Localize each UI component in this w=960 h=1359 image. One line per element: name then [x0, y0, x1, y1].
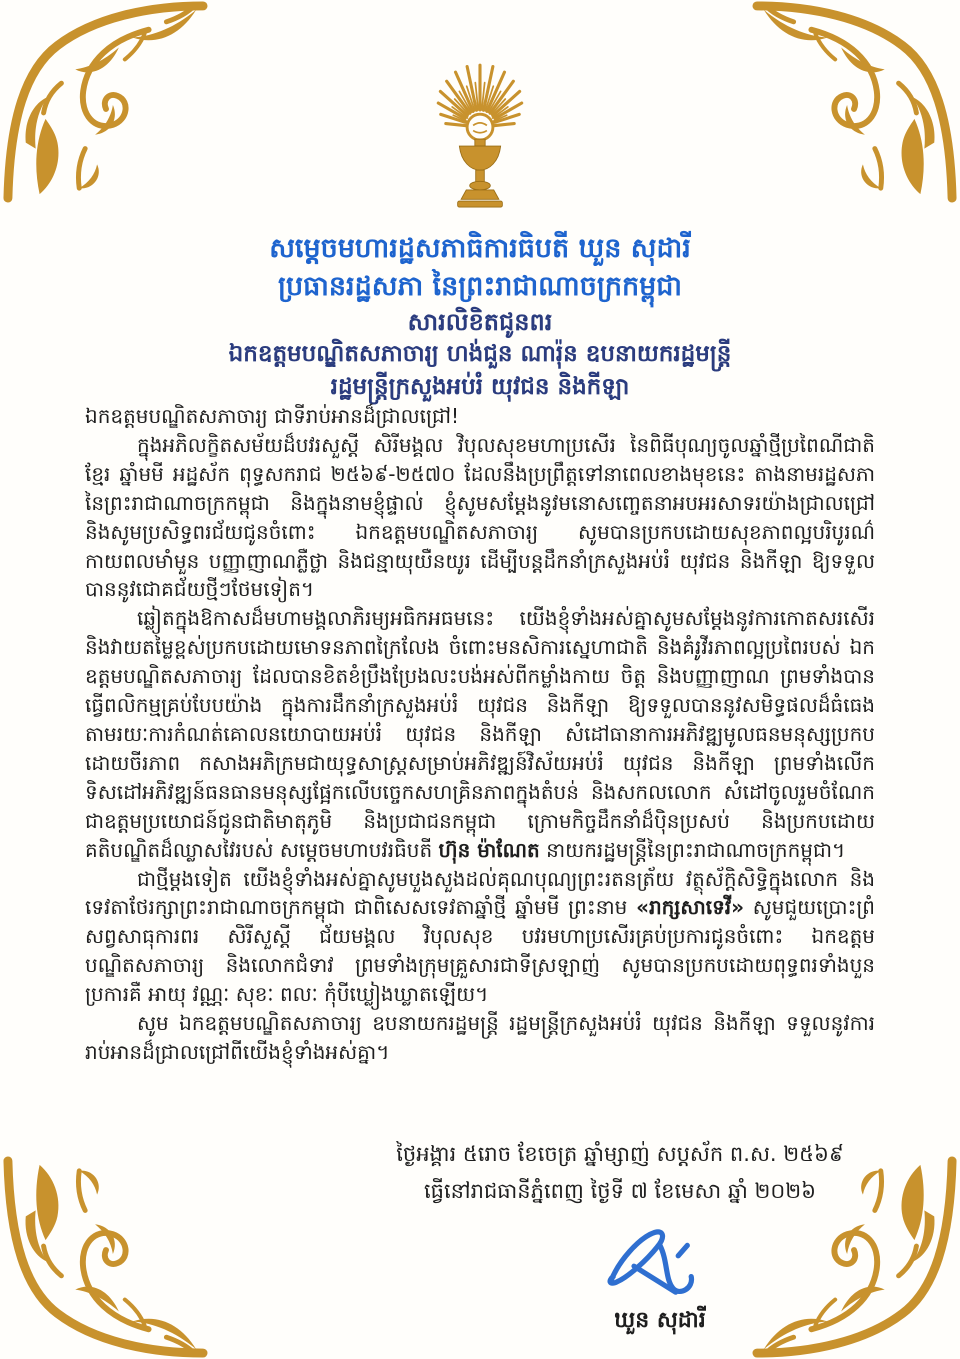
paragraph-2-text: ឆ្លៀតក្នុងឱកាសដ៏មហាមង្គលាភិរម្យអធិកអធមនេះ យើងខ្ញុំទាំងអស់គ្នាសូមសម្ដែងនូវការកោតសរសើរ និងវាយតម្លៃខ្ពស់ប្រកបដោយមោទនភាពក្រៃលែង ចំពោះមនសិការស្នេហាជាតិ និងគំរូវីរភាពល្អប្រពៃរបស់ ឯកឧត្តមបណ្ឌិតសភាចារ្យ ដែលបានខិតខំប្រឹងប្រែងលះបង់អស់ពីកម្លាំងកាយ ចិត្ត និងបញ្ញាញាណ ព្រមទាំងបានធ្វើពលិកម្មគ្រប់បែបយ៉ាង ក្នុងការដឹកនាំក្រសួងអប់រំ យុវជន និងកីឡា ឱ្យទទួលបាននូវសមិទ្ធផលដ៏ធំធេង តាមរយៈការកំណត់គោលនយោបាយអប់រំ យុវជន និងកីឡា សំដៅធានាការអភិវឌ្ឍមូលធនមនុស្សប្រកបដោយចីរភាព កសាងអភិក្រមជាយុទ្ធសាស្ត្រសម្រាប់អភិវឌ្ឍន៍វិស័យអប់រំ យុវជន និងកីឡា ព្រមទាំងលើកទិសដៅអភិវឌ្ឍន៍ធនធានមនុស្សផ្អែកលើបច្ចេកសហគ្រិនភាពក្នុងតំបន់ និងសកលលោក សំដៅចូលរួមចំណែកជាឧត្តមប្រយោជន៍ជូនជាតិមាតុភូមិ និងប្រជាជនកម្ពុជា ក្រោមកិច្ចដឹកនាំដ៏ប៉ិនប្រសប់ និងប្រកបដោយគតិបណ្ឌិតដ៏ឈ្លាសវៃរបស់ សម្តេចមហាបវរធិបតី	[85, 606, 875, 862]
recipient-line1: ឯកឧត្តមបណ្ឌិតសភាចារ្យ ហង់ជួន ណារ៉ុន ឧបនាយករដ្ឋមន្ត្រី	[228, 341, 732, 367]
date-block	[355, 1136, 885, 1210]
recipient-line2: រដ្ឋមន្ត្រីក្រសួងអប់រំ យុវជន និងកីឡា	[330, 374, 630, 400]
signer-name: ឃួន សុដារី	[614, 1308, 706, 1333]
signature-mark-icon	[595, 1222, 725, 1300]
body-paragraph-1: ក្នុងអភិលក្ខិតសម័យដ៏បវរសួស្ដី សិរីមង្គល វិបុលសុខមហាប្រសើរ នៃពិធីបុណ្យចូលឆ្នាំថ្មីប្រពៃណីជាតិខ្មែរ ឆ្នាំមមី អដ្ឋស័ក ពុទ្ធសករាជ ២៥៦៩-២៥៧០ ដែលនឹងប្រព្រឹត្តទៅនាពេលខាងមុខនេះ តាងនាមរដ្ឋសភានៃព្រះរាជាណាចក្រកម្ពុជា និងក្នុងនាមខ្ញុំផ្ទាល់ ខ្ញុំសូមសម្ដែងនូវមនោសញ្ចេតនាអបអរសាទរយ៉ាងជ្រាលជ្រៅ និងសូមប្រសិទ្ធពរជ័យជូនចំពោះ ឯកឧត្តមបណ្ឌិតសភាចារ្យ សូមបានប្រកបដោយសុខភាពល្អបរិបូរណ៌ កាយពលមាំមួន បញ្ញាញាណភ្លឺថ្លា និងជន្មាយុយឺនយូរ ដើម្បីបន្តដឹកនាំក្រសួងអប់រំ យុវជន និងកីឡា ឱ្យទទួលបាននូវជោគជ័យថ្មីៗថែមទៀត។	[85, 432, 875, 602]
sender-title-line2: ប្រធានរដ្ឋសភា នៃព្រះរាជាណាចក្រកម្ពុជា	[278, 271, 682, 302]
body-paragraph-2	[85, 604, 875, 864]
national-assembly-emblem-icon	[0, 48, 960, 224]
paragraph-2-tail: នាយករដ្ឋមន្ត្រីនៃព្រះរាជាណាចក្រកម្ពុជា។	[539, 837, 846, 862]
paragraph-3-text: ជាថ្មីម្ដងទៀត យើងខ្ញុំទាំងអស់គ្នាសូមបួងសួងដល់គុណបុណ្យព្រះរតនត្រ័យ វត្ថុស័ក្តិសិទ្ធិក្នុងលោក និងទេវតាថែរក្សាព្រះរាជាណាចក្រកម្ពុជា ជាពិសេសទេវតាឆ្នាំថ្មី ឆ្នាំមមី ព្រះនាម	[85, 866, 875, 920]
pm-name-bold: ហ៊ុន ម៉ាណែត	[438, 837, 540, 862]
lunar-date-line: ថ្ងៃអង្គារ ៥រោច ខែចេត្រ ឆ្នាំម្សាញ់ សប្តស័ក ព.ស. ២៥៦៩	[396, 1142, 844, 1166]
letter-title: សារលិខិតជូនពរ	[407, 308, 553, 336]
sender-header	[0, 230, 960, 306]
paragraph-3-tail: សូមជួយប្រោះព្រំសព្វសាធុការពរ សិរីសួស្ដី ជ័យមង្គល វិបុលសុខ បវរមហាប្រសើរគ្រប់ប្រការជូនចំពោះ ឯកឧត្តមបណ្ឌិតសភាចារ្យ និងលោកជំទាវ ព្រមទាំងក្រុមគ្រួសារជាទីស្រឡាញ់ សូមបានប្រកបដោយពុទ្ធពរទាំងបួនប្រការគឺ អាយុ វណ្ណៈ សុខៈ ពលៈ កុំបីឃ្លៀងឃ្លាតឡើយ។	[85, 895, 876, 1007]
salutation: ឯកឧត្តមបណ្ឌិតសភាចារ្យ ជាទីរាប់អានដ៏ជ្រាលជ្រៅ!	[85, 404, 460, 428]
signature-block	[510, 1222, 810, 1338]
corner-ornament-bottom-left-icon	[0, 1151, 208, 1359]
sender-title-line1: សម្តេចមហារដ្ឋសភាធិការធិបតី ឃួន សុដារី	[269, 233, 691, 264]
subject-block	[0, 306, 960, 404]
body-paragraph-3	[85, 865, 875, 1010]
angel-name-bold: «រាក្សសាទេវី»	[636, 895, 745, 920]
letter-body	[85, 402, 875, 1067]
body-paragraph-4: សូម ឯកឧត្តមបណ្ឌិតសភាចារ្យ ឧបនាយករដ្ឋមន្ត្រី រដ្ឋមន្ត្រីក្រសួងអប់រំ យុវជន និងកីឡា ទទួលនូវការរាប់អានដ៏ជ្រាលជ្រៅពីយើងខ្ញុំទាំងអស់គ្នា។	[85, 1011, 875, 1064]
gregorian-date-line: ធ្វើនៅរាជធានីភ្នំពេញ ថ្ងៃទី ៧ ខែមេសា ឆ្នាំ ២០២៦	[423, 1179, 817, 1203]
